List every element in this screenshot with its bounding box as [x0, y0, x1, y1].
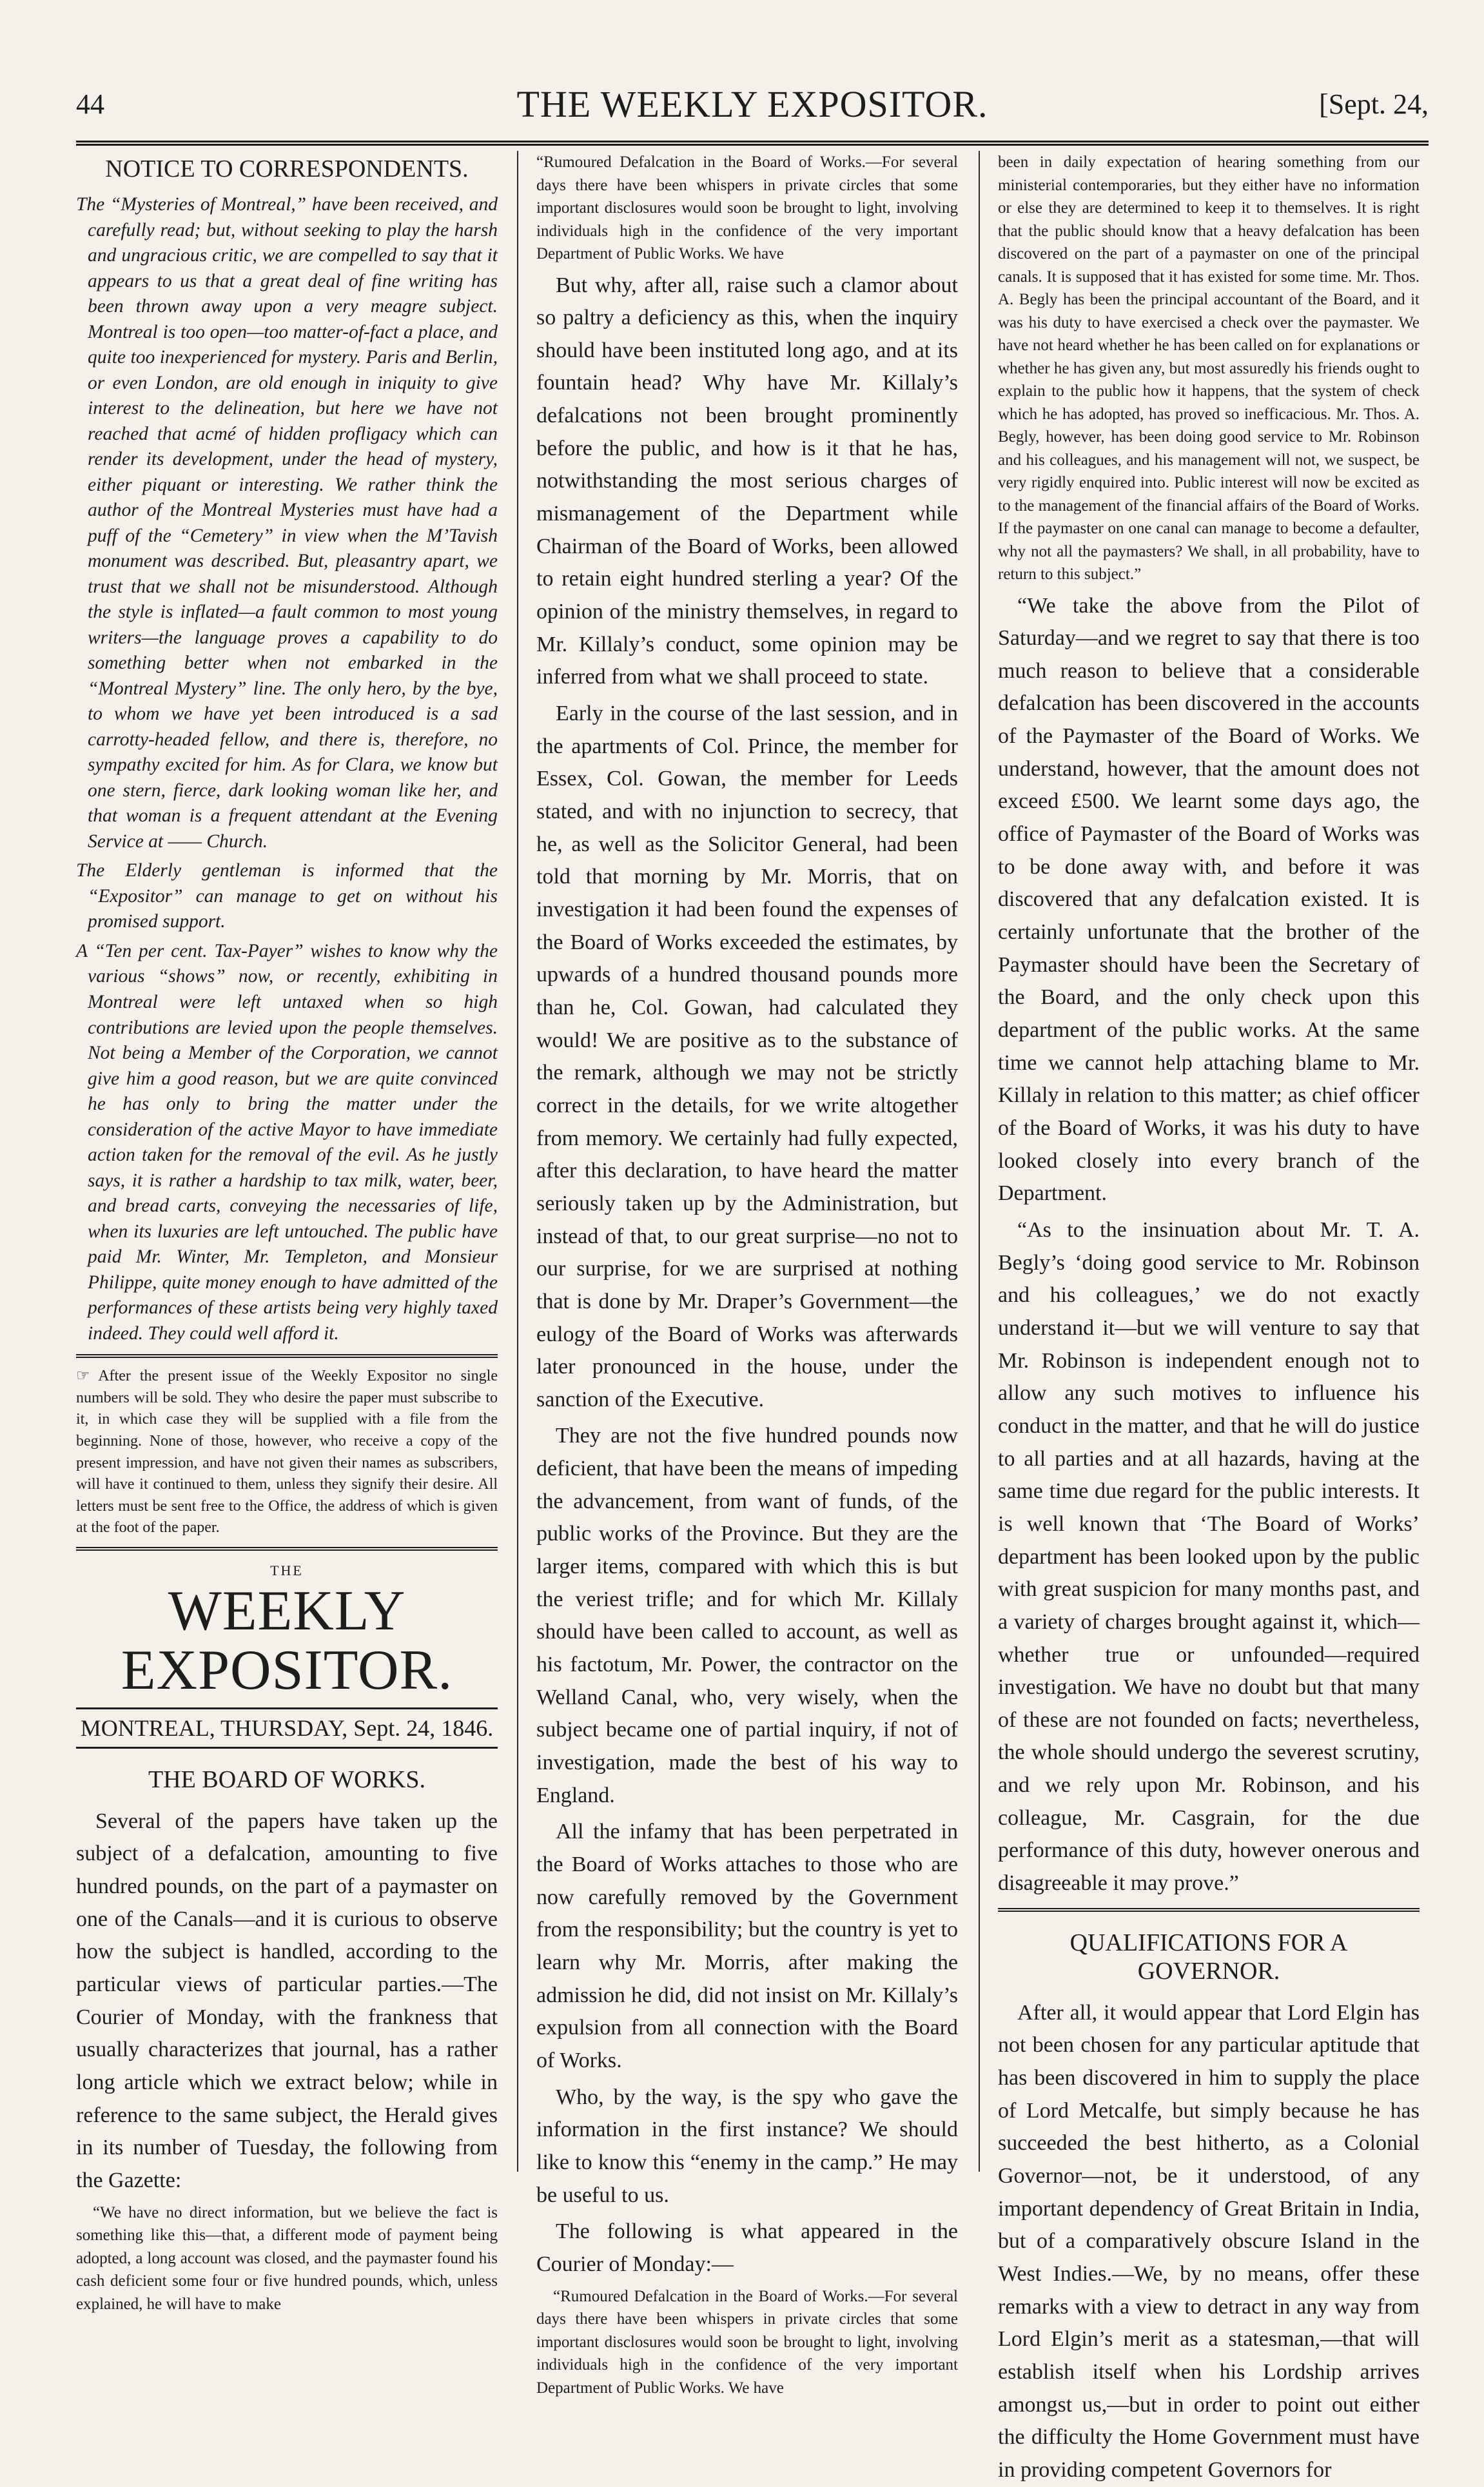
article-paragraph: “As to the insinuation about Mr. T. A. Begly’s ‘doing good service to Mr. Robinson and his colleagues,’ we do not exactly understand it—but we will venture to say that Mr. Robinson is independent enough not to allow any such motives to influence his conduct in the matter, and that he will do justice to all parties and at all hazards, having at the same time due regard for the public interests. It is well known that ‘The Board of Works’ department has been looked upon by the public with great suspicion for many months past, and a variety of charges brought against it, which—whether true or unfounded—required investigation. We have no doubt but that many of these are not founded on facts; nevertheless, the whole should undergo the severest scrutiny, and we rely upon Mr. Robinson, and his colleague, Mr. Casgrain, for the due performance of this duty, however onerous and disagreeable it may prove.” [998, 1217, 1420, 1896]
article-paragraph: Several of the papers have taken up the subject of a defalcation, amounting to five hundred pounds, on the part of a paymaster on one of the Canals—and it is curious to observe how the subject is handled, according to the particular views of particular parties.—The Courier of Monday, with the frankness that usually characterizes that journal, has a rather long article which we extract below; while in reference to the same subject, the Herald gives in its number of Tuesday, the following from the Gazette: [76, 1809, 498, 2192]
notice-paragraph: A “Ten per cent. Tax-Payer” wishes to know why the various “shows” now, or recently, exhibiting in Montreal were left untaxed when so high contributions are levied upon the people themselves. Not being a Member of the Corporation, we cannot give him a good reason, but we are quite convinced he has only to bring the matter under the consideration of the active Mayor to have immediate action taken for the removal of the evil. As he justly says, it is rather a hardship to tax milk, water, beer, and bread carts, conveying the necessaries of life, when its luxuries are left untouched. The public have paid Mr. Winter, Mr. Templeton, and Monsieur Philippe, quite money enough to have admitted of the performances of these artists being very highly taxed indeed. They could well afford it. [76, 940, 498, 1344]
divider [998, 1908, 1420, 1912]
columns [76, 151, 1429, 2482]
article-paragraph: But why, after all, raise such a clamor about so paltry a deficiency as this, when the inquiry should have been instituted long ago, and at its fountain head? Why have Mr. Killaly’s defalcations not been brought prominently before the public, and how is it that he has, notwithstanding the most serious charges of mismanagement of the Department while Chairman of the Board of Works, been allowed to retain eight hundred sterling a year? Of the opinion of the ministry themselves, in regard to Mr. Killaly’s conduct, some opinion may be inferred from what we shall proceed to state. [536, 273, 958, 689]
column-rule [517, 151, 518, 2172]
article-quote: been in daily expectation of hearing something from our ministerial contemporaries, but they either have no information or else they are determined to keep it to themselves. It is right that the public should know that a heavy defalcation has been discovered on the part of a paymaster on one of the principal canals. It is supposed that it has existed for some time. Mr. Thos. A. Begly has been the principal accountant of the Board, and it was his duty to have exercised a check over the paymaster. We have not heard whether he has been called on for explanations or whether he has given any, but most assuredly his friends ought to explain to the public how it happens, that the system of check which he has adopted, has proved so inefficacious. Mr. Thos. A. Begly, however, has been doing good service to Mr. Robinson and his colleagues, and his management will not, we suspect, be very rigidly enquired into. Public interest will now be excited as to the management of the financial affairs of the Board of Works. If the paymaster on one canal can manage to become a defaulter, why not all the paymasters? We shall, in all probability, have to return to this subject.” [998, 153, 1420, 583]
masthead-the: THE [270, 1562, 304, 1578]
article-paragraph: The following is what appeared in the Courier of Monday:— [536, 2219, 958, 2276]
article-paragraph: Early in the course of the last session, and in the apartments of Col. Prince, the member for Essex, Col. Gowan, the member for Leeds stated, and with no injunction to secrecy, that he, as well as the Solicitor General, had been told that morning by Mr. Morris, that on investigation it had been found the expenses of the Board of Works exceeded the estimates, by upwards of a hundred thousand pounds more than he, Col. Gowan, had calculated they would! We are positive as to the substance of the remark, although we may not be strictly correct in the details, for we write altogether from memory. We certainly had fully expected, after this declaration, to have heard the matter seriously taken up by the Administration, but instead of that, to our great surprise—no not to our surprise, for we are surprised at nothing that is done by Mr. Draper’s Government—the eulogy of the Board of Works was afterwards later pronounced in the house, under the sanction of the Executive. [536, 702, 958, 1411]
article-paragraph: After all, it would appear that Lord Elgin has not been chosen for any particular aptitude that has been discovered in him to supply the place of Lord Metcalfe, but simply because he has succeeded the best hitherto, as a Colonial Governor—not, be it understood, of any important dependency of Great Britain in India, but of a comparatively obscure Island in the West Indies.—We, by no means, offer these remarks with a view to detract in any way from Lord Elgin’s merit as a statesman,—that will establish itself when his Lordship arrives amongst us,—but in order to point out either the difficulty the Home Government must have in providing competent Governors for [998, 2000, 1420, 2482]
notice-heading: NOTICE TO CORRESPONDENTS. [105, 155, 469, 182]
divider [76, 1354, 498, 1358]
divider [76, 1547, 498, 1551]
article-quote: “Rumoured Defalcation in the Board of Works.—For several days there have been whispers in private circles that some important disclosures would soon be brought to light, involving individuals high in the confidence of the very important Department of Public Works. We have [536, 2287, 958, 2397]
notice-paragraph: The “Mysteries of Montreal,” have been received, and carefully read; but, without seeking to play the harsh and ungracious critic, we are compelled to say that it appears to us that a great deal of fine writing has been thrown away upon a very meagre subject. Montreal is too open—too matter-of-fact a place, and quite too inexperienced for mystery. Paris and Berlin, or even London, are old enough in iniquity to give interest to the delineation, but here we have not reached that acmé of hidden profligacy which can render its development, under the head of mystery, either piquant or interesting. We rather think the author of the Montreal Mysteries must have had a puff of the “Cemetery” in view when the M’Tavish monument was described. But, pleasantry apart, we trust that we shall not be misunderstood. Although the style is inflated—a fault common to most young writers—the language proves a capability to do something better when not embarked in the “Montreal Mystery” line. The only hero, by the bye, to whom we have yet been introduced is a sad carrotty-headed fellow, and there is, therefore, no sympathy excited for him. As for Clara, we know but one stern, fierce, dark looking woman like her, and that woman is a frequent attendant at the Evening Service at —— Church. [76, 194, 498, 852]
column-rule [979, 151, 980, 2172]
notice-paragraph: The Elderly gentleman is informed that the “Expositor” can manage to get on without his promised support. [76, 860, 498, 932]
column-1 [76, 151, 498, 2313]
newspaper-page [76, 76, 1429, 2482]
masthead-title: WEEKLY EXPOSITOR. [121, 1579, 453, 1702]
subscription-note: ☞ After the present issue of the Weekly Expositor no single numbers will be sold. They who desire the paper must subscribe to it, in which case they will be supplied with a file from the beginning. None of those, however, who receive a copy of the present impression, and have not given their names as subscribers, will have it continued to them, unless they signify their desire. All letters must be sent free to the Office, the address of which is given at the foot of the paper. [76, 1368, 498, 1537]
masthead-dateline: MONTREAL, THURSDAY, Sept. 24, 1846. [76, 1707, 498, 1749]
article-quote: “Rumoured Defalcation in the Board of Works.—For several days there have been whispers in private circles that some important disclosures would soon be brought to light, involving individuals high in the confidence of the very important Department of Public Works. We have [536, 153, 958, 262]
article-heading: QUALIFICATIONS FOR A GOVERNOR. [1069, 1929, 1348, 1985]
column-2 [536, 151, 958, 2397]
article-heading: THE BOARD OF WORKS. [148, 1765, 425, 1793]
article-paragraph: Who, by the way, is the spy who gave the information in the first instance? We should like to know this “enemy in the camp.” He may be useful to us. [536, 2085, 958, 2207]
page-header [76, 76, 1429, 146]
article-paragraph: “We take the above from the Pilot of Saturday—and we regret to say that there is too much reason to believe that a considerable defalcation has been discovered in the accounts of the Paymaster of the Board of Works. We understand, however, that the amount does not exceed £500. We learnt some days ago, the office of Paymaster of the Board of Works was to be done away with, and before it was discovered that any defalcation existed. It is certainly unfortunate that the brother of the Paymaster should have been the Secretary of the Board, and the only check upon this department of the public works. At the same time we cannot help attaching blame to Mr. Killaly in relation to this matter; as chief officer of the Board of Works, it was his duty to have looked closely into every branch of the Department. [998, 593, 1420, 1206]
article-paragraph: All the infamy that has been perpetrated in the Board of Works attaches to those who are now carefully removed by the Government from the responsibility; but the country is yet to learn why Mr. Morris, after making the admission he did, did not insist on Mr. Killaly’s expulsion from all connection with the Board of Works. [536, 1820, 958, 2072]
article-quote: “We have no direct information, but we believe the fact is something like this—that, a different mode of payment being adopted, a long account was closed, and the paymaster found his cash deficient some four or five hundred pounds, which, unless explained, he will have to make [76, 2203, 498, 2313]
page-number: 44 [76, 88, 104, 120]
article-paragraph: They are not the five hundred pounds now deficient, that have been the means of impeding the advancement, from want of funds, of the public works of the Province. But they are the larger items, compared with which this is but the veriest trifle; and for which Mr. Killaly should have been called to account, as well as his factotum, Mr. Power, the contractor on the Welland Canal, who, very wisely, when the subject became one of partial inquiry, if not of investigation, made the best of his way to England. [536, 1424, 958, 1807]
running-date: [Sept. 24, [1319, 88, 1429, 120]
running-title: THE WEEKLY EXPOSITOR. [516, 83, 988, 125]
column-3 [998, 151, 1420, 2482]
